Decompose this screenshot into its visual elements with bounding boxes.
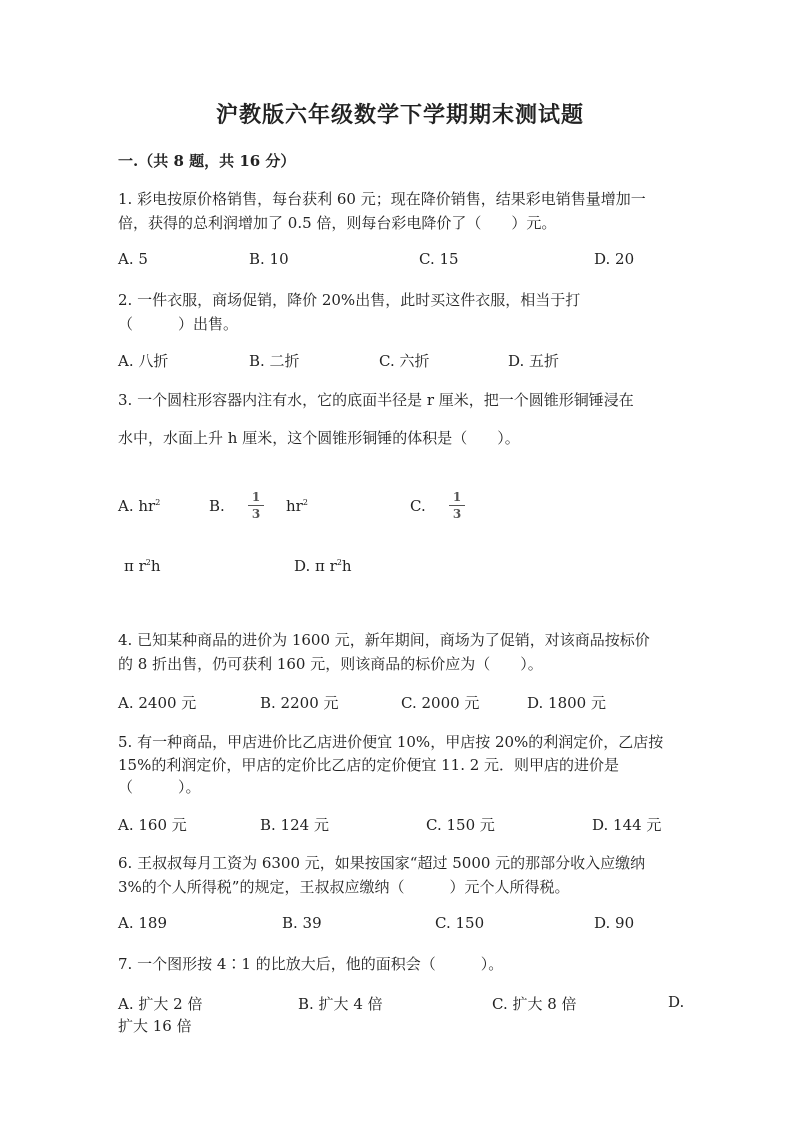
question-3-option-b-label: B. [209,497,225,515]
question-2-option-b: B. 二折 [249,352,300,370]
question-3-line-2: 水中，水面上升 h 厘米，这个圆锥形铜锤的体积是（ ）。 [118,429,520,447]
question-6-option-d: D. 90 [594,914,635,932]
question-7-line-1: 7. 一个图形按 4∶1 的比放大后，他的面积会（ ）。 [118,955,504,973]
question-5-option-a: A. 160 元 [118,816,187,834]
question-7-option-c: C. 扩大 8 倍 [492,995,577,1013]
question-3-option-b-fraction [248,490,264,521]
question-2-line-2: （ ）出售。 [118,315,239,333]
fraction-numerator: 1 [452,490,462,504]
fraction-denominator: 3 [251,507,261,521]
section-heading: 一.（共 8 题，共 16 分） [118,152,296,170]
option-d-text: D. π r [294,557,337,575]
question-5-option-c: C. 150 元 [426,816,495,834]
question-3-line-1: 3. 一个圆柱形容器内注有水，它的底面半径是 r 厘米，把一个圆锥形铜锤浸在 [118,391,634,409]
page-title: 沪教版六年级数学下学期期末测试题 [215,102,584,128]
question-3-option-c-fraction [449,490,465,521]
question-6-option-b: B. 39 [282,914,322,932]
fraction-denominator: 3 [452,507,462,521]
question-1-option-c: C. 15 [419,250,459,268]
question-5-option-b: B. 124 元 [260,816,329,834]
question-4-option-d: D. 1800 元 [527,694,606,712]
option-d-exponent: 2 [336,558,342,567]
question-1-option-b: B. 10 [249,250,289,268]
question-4-line-1: 4. 已知某种商品的进价为 1600 元，新年期间，商场为了促销，对该商品按标价 [118,631,650,649]
question-4-option-b: B. 2200 元 [260,694,339,712]
question-2-option-c: C. 六折 [379,352,430,370]
question-1-option-d: D. 20 [594,250,635,268]
option-b-exponent: 2 [302,498,308,507]
question-2-option-d: D. 五折 [508,352,560,370]
option-c-text: π r [124,557,146,575]
question-7-option-a: A. 扩大 2 倍 [118,995,203,1013]
question-2-option-a: A. 八折 [118,352,169,370]
question-1-line-2: 倍，获得的总利润增加了 0.5 倍，则每台彩电降价了（ ）元。 [118,214,557,232]
fraction-bar [449,505,465,506]
option-d-h: h [341,557,352,575]
question-3-option-b-text [286,497,308,515]
question-5-option-d: D. 144 元 [592,816,662,834]
question-7-option-b: B. 扩大 4 倍 [298,995,383,1013]
question-3-option-d [294,557,352,575]
question-4-option-a: A. 2400 元 [118,694,197,712]
question-4-option-c: C. 2000 元 [401,694,480,712]
question-2-line-1: 2. 一件衣服，商场促销，降价 20%出售，此时买这件衣服，相当于打 [118,291,581,309]
question-4-line-2: 的 8 折出售，仍可获利 160 元，则该商品的标价应为（ ）。 [118,655,543,673]
question-3-option-c-continued [124,557,161,575]
question-5-line-3: （ ）。 [118,778,201,796]
fraction-numerator: 1 [251,490,261,504]
option-c-exponent: 2 [145,558,151,567]
question-1-option-a: A. 5 [118,250,148,268]
option-a-text: A. hr [118,497,156,515]
question-5-line-2: 15%的利润定价，甲店的定价比乙店的定价便宜 11. 2 元．则甲店的进价是 [118,756,620,774]
question-1-line-1: 1. 彩电按原价格销售，每台获利 60 元；现在降价销售，结果彩电销售量增加一 [118,190,646,208]
question-6-option-a: A. 189 [118,914,167,932]
question-3-option-a [118,497,160,515]
question-7-option-d: D. [668,993,685,1011]
option-b-text: hr [286,497,303,515]
question-6-line-1: 6. 王叔叔每月工资为 6300 元，如果按国家“超过 5000 元的那部分收入应缴纳 [118,854,646,872]
question-7-option-d-continued: 扩大 16 倍 [118,1017,192,1035]
option-c-h: h [150,557,161,575]
question-5-line-1: 5. 有一种商品，甲店进价比乙店进价便宜 10%，甲店按 20%的利润定价，乙店按 [118,733,664,751]
question-6-option-c: C. 150 [435,914,485,932]
question-6-line-2: 3%的个人所得税”的规定，王叔叔应缴纳（ ）元个人所得税。 [118,878,570,896]
option-a-exponent: 2 [155,498,161,507]
question-3-option-c-label: C. [410,497,426,515]
fraction-bar [248,505,264,506]
